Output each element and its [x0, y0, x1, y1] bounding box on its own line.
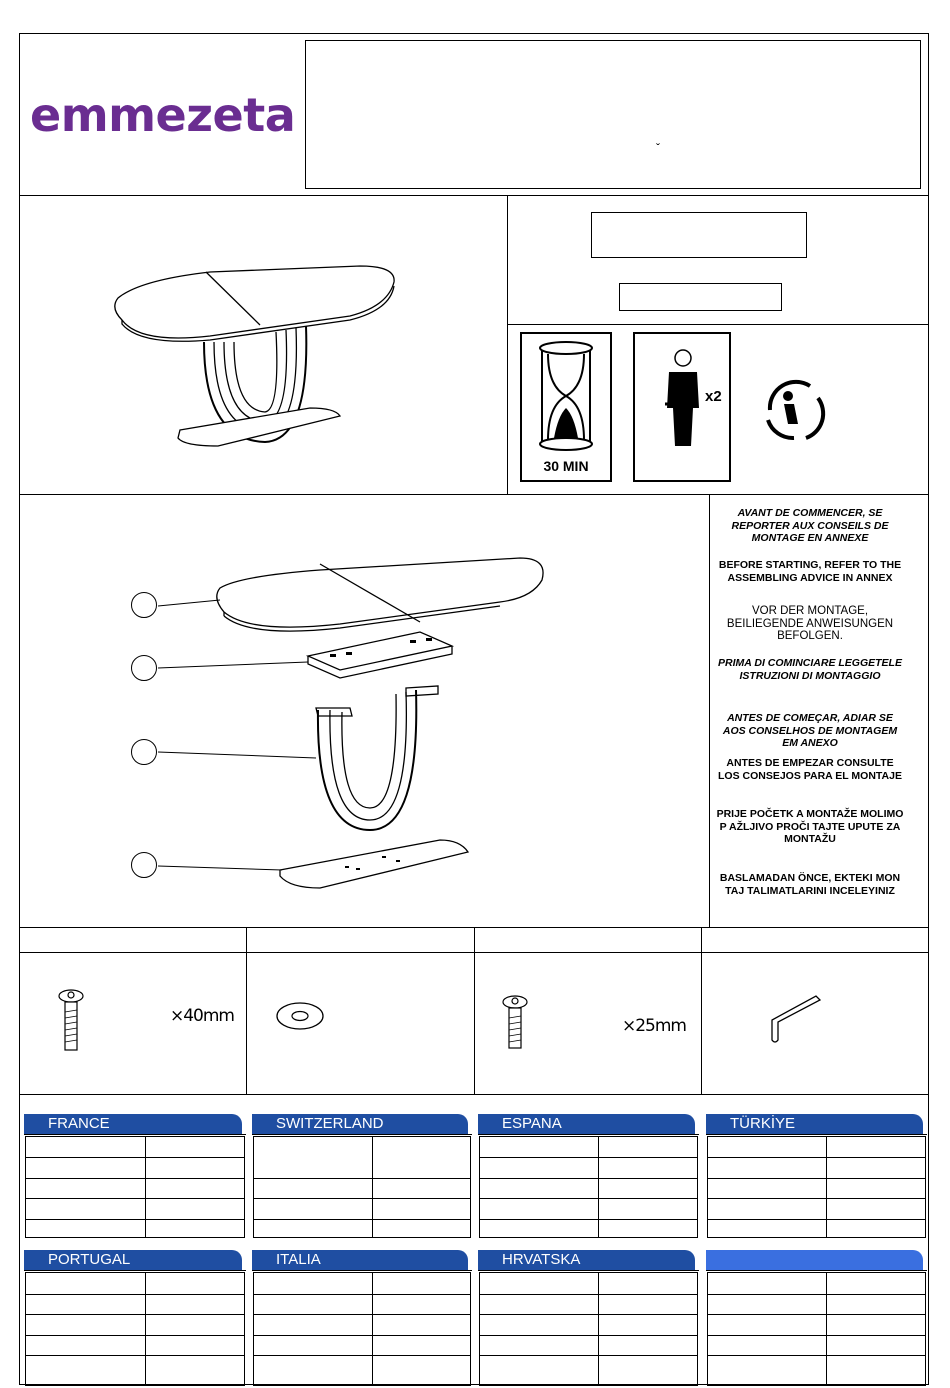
part-number-circle	[131, 592, 157, 618]
table-row-divider	[708, 1314, 925, 1315]
table-row-divider	[26, 1335, 244, 1336]
time-panel	[520, 332, 612, 482]
country-label	[706, 1250, 923, 1270]
persons-panel	[633, 332, 731, 482]
table-column-divider	[145, 1273, 146, 1385]
divider	[507, 324, 929, 325]
part-number-circle	[131, 852, 157, 878]
person-icon	[647, 346, 717, 476]
table-row-divider	[254, 1198, 470, 1199]
time-label: 30 MIN	[543, 458, 589, 474]
country-tab-italia	[252, 1250, 472, 1272]
table-row-divider	[708, 1355, 925, 1356]
note-it: PRIMA DI COMINCIARE LEGGETELE ISTRUZIONI DI MONTAGGIO	[718, 657, 902, 682]
table-row-divider	[26, 1157, 244, 1158]
divider	[507, 195, 508, 494]
note-hr: PRIJE POČETK A MONTAŽE MOLIMO P AŽLJIVO PROČI TAJTE UPUTE ZA MONTAŽU	[716, 808, 904, 845]
country-price-table	[479, 1136, 698, 1238]
table-row-divider	[480, 1198, 697, 1199]
country-price-table	[707, 1272, 926, 1386]
table-row-divider	[480, 1314, 697, 1315]
country-label: PORTUGAL	[24, 1250, 242, 1270]
country-price-table	[707, 1136, 926, 1238]
country-label: SWITZERLAND	[252, 1114, 468, 1134]
country-label: TÜRKİYE	[706, 1114, 923, 1134]
table-row-divider	[708, 1178, 925, 1179]
country-tab-switzerland	[252, 1114, 472, 1136]
divider	[474, 927, 475, 1094]
table-row-divider	[708, 1198, 925, 1199]
country-tab-portugal	[24, 1250, 246, 1272]
country-price-table	[253, 1272, 471, 1386]
table-overview-illustration	[100, 250, 420, 460]
note-de: VOR DER MONTAGE, BEILIEGENDE ANWEISUNGEN BEFOLGEN.	[726, 605, 894, 642]
recycle-icon	[758, 374, 834, 446]
screw-size-label: ×25mm	[622, 1016, 686, 1036]
part-number-circle	[131, 739, 157, 765]
table-row-divider	[480, 1294, 697, 1295]
brand-logo: emmezeta	[30, 88, 296, 142]
table-column-divider	[372, 1137, 373, 1237]
table-row-divider	[254, 1314, 470, 1315]
table-row-divider	[26, 1219, 244, 1220]
country-label: ITALIA	[252, 1250, 468, 1270]
country-label: HRVATSKA	[478, 1250, 695, 1270]
country-price-table	[25, 1136, 245, 1238]
note-fr: AVANT DE COMMENCER, SE REPORTER AUX CONSEILS DE MONTAGE EN ANNEXE	[731, 507, 889, 544]
country-tab-espana	[478, 1114, 699, 1136]
table-row-divider	[26, 1314, 244, 1315]
country-label: FRANCE	[24, 1114, 242, 1134]
table-row-divider	[480, 1219, 697, 1220]
country-tab-t-rki-ye	[706, 1114, 927, 1136]
divider	[19, 494, 929, 495]
screw-size-label: ×40mm	[170, 1006, 234, 1026]
table-row-divider	[254, 1219, 470, 1220]
table-row-divider	[254, 1178, 470, 1179]
table-row-divider	[254, 1335, 470, 1336]
screw-icon	[500, 994, 530, 1050]
divider	[246, 927, 247, 1094]
divider	[709, 494, 710, 927]
note-pt: ANTES DE COMEÇAR, ADIAR SE AOS CONSELHOS DE MONTAGEM EM ANEXO	[722, 712, 898, 749]
divider	[19, 195, 929, 196]
note-tr: BASLAMADAN ÖNCE, EKTEKI MON TAJ TALIMATLARINI INCELEYINIZ	[719, 872, 901, 897]
note-es: ANTES DE EMPEZAR CONSULTE LOS CONSEJOS PARA EL MONTAJE	[718, 757, 902, 782]
table-row-divider	[480, 1335, 697, 1336]
country-tab-hrvatska	[478, 1250, 699, 1272]
hourglass-icon	[522, 336, 610, 456]
table-column-divider	[826, 1273, 827, 1385]
country-price-table	[479, 1272, 698, 1386]
label-box	[619, 283, 782, 311]
persons-label: x2	[705, 388, 722, 405]
country-price-table	[25, 1272, 245, 1386]
exploded-view-illustration	[120, 540, 560, 910]
table-row-divider	[708, 1219, 925, 1220]
note-en: BEFORE STARTING, REFER TO THE ASSEMBLING ADVICE IN ANNEX	[718, 559, 902, 584]
table-column-divider	[145, 1137, 146, 1237]
part-number-circle	[131, 655, 157, 681]
allen-key-icon	[766, 990, 826, 1046]
table-column-divider	[598, 1137, 599, 1237]
table-column-divider	[826, 1137, 827, 1237]
country-label: ESPANA	[478, 1114, 695, 1134]
table-row-divider	[26, 1198, 244, 1199]
table-row-divider	[708, 1335, 925, 1336]
table-row-divider	[254, 1294, 470, 1295]
divider	[701, 927, 702, 1094]
country-tab-blank	[706, 1250, 927, 1272]
table-row-divider	[480, 1178, 697, 1179]
table-row-divider	[26, 1178, 244, 1179]
table-row-divider	[254, 1355, 470, 1356]
table-row-divider	[26, 1294, 244, 1295]
table-row-divider	[480, 1355, 697, 1356]
screw-icon	[56, 988, 86, 1054]
table-row-divider	[708, 1157, 925, 1158]
divider	[19, 1094, 929, 1095]
country-tab-france	[24, 1114, 246, 1136]
table-row-divider	[480, 1157, 697, 1158]
label-box	[591, 212, 807, 258]
table-column-divider	[598, 1273, 599, 1385]
table-row-divider	[708, 1294, 925, 1295]
country-price-table	[253, 1136, 471, 1238]
title-box	[305, 40, 921, 189]
title-box-mark: ˇ	[656, 141, 660, 155]
washer-icon	[274, 1000, 326, 1032]
table-column-divider	[372, 1273, 373, 1385]
table-row-divider	[26, 1355, 244, 1356]
